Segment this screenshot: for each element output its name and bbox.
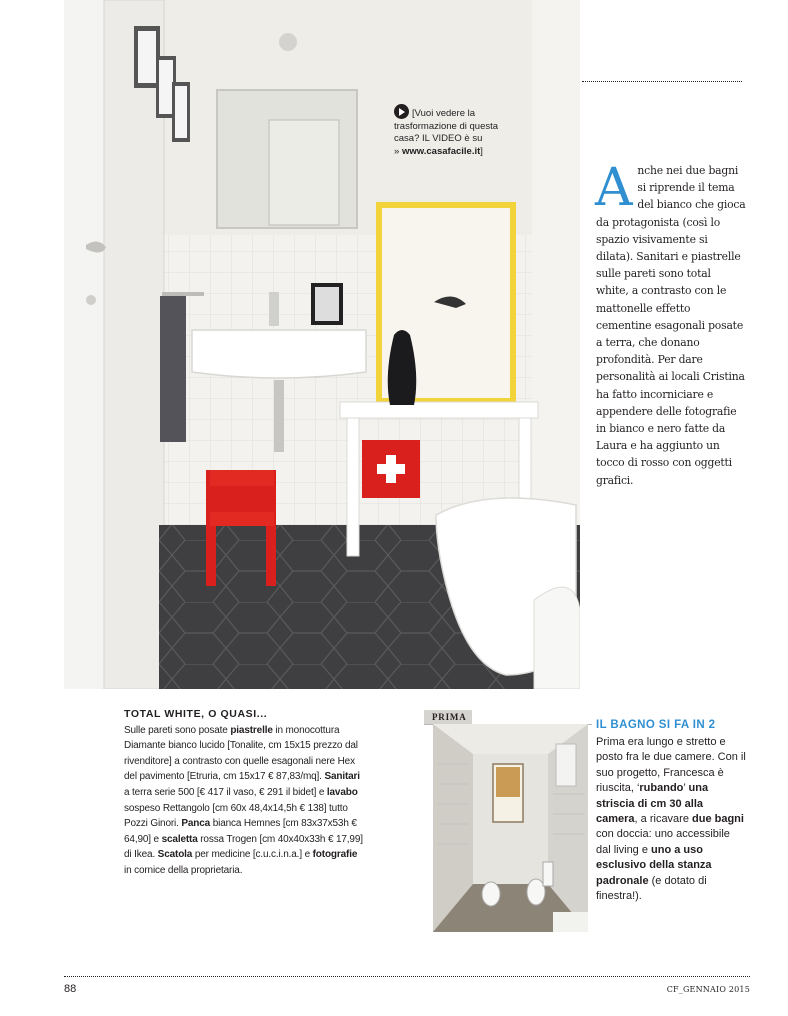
before-text-bold: due bagni: [692, 813, 744, 826]
article-text: nche nei due bagni si riprende il tema del bianco che gioca da protagonista (così lo spazio visivamente si dilata). Sanitari e piastrelle sulle pareti sono total white, a contrasto con le mattonelle effetto cementine esagonali posate a terra, che donano profondità. Per dare personalità ai locali Cristina ha fatto incorniciare e appendere delle fotografie in bianco e nero fatte da Laura e ha aggiunto un tocco di rosso con oggetti grafici.: [596, 164, 746, 487]
video-callout-line3: casa? IL VIDEO è su: [394, 133, 483, 144]
before-text: [596, 735, 746, 904]
caption-text: in cornice della proprietaria.: [124, 864, 243, 876]
before-text-part: con doccia: uno accessibile dal living e: [596, 828, 730, 856]
before-text-part: (e dotato di finestra!).: [596, 874, 707, 903]
footer-divider: [64, 976, 750, 977]
caption-text: sospeso Rettangolo [cm 60x 48,4x14,5h € 138] tutto Pozzi Ginori.: [124, 802, 348, 830]
video-callout-suffix: ]: [480, 145, 483, 157]
video-callout-line2: trasformazione di questa: [394, 120, 499, 132]
caption-bold: Scatola: [157, 849, 193, 861]
play-icon[interactable]: [394, 104, 409, 119]
caption-bold: lavabo: [326, 786, 358, 798]
before-text-bold: rubando: [639, 782, 684, 795]
drop-cap: A: [595, 158, 633, 218]
caption-text: a terra serie 500 [€ 417 il vaso, € 291 il bidet] e: [124, 786, 327, 798]
caption-title: TOTAL WHITE, O QUASI...: [124, 708, 268, 720]
before-photo: [433, 724, 588, 932]
video-callout: [394, 104, 554, 158]
caption-bold: piastrelle: [230, 724, 273, 736]
before-text-part: , a ricavare: [634, 813, 693, 826]
before-title: IL BAGNO SI FA IN 2: [596, 719, 716, 731]
caption-text: per medicine [c.u.c.i.n.a.] e: [192, 849, 313, 861]
caption-text: Sulle pareti sono posate: [124, 724, 231, 736]
article-body: [595, 158, 746, 489]
before-text-bold: una striscia di cm 30 alla camera: [596, 782, 709, 826]
before-tag: PRIMA: [424, 710, 472, 724]
caption-text: bianca Hemnes [cm 83x37x53h € 64,90] e: [124, 818, 357, 845]
magazine-issue: CF_GENNAIO 2015: [666, 985, 750, 994]
video-callout-line1: [Vuoi vedere la: [412, 108, 476, 119]
video-callout-prefix: »: [394, 145, 402, 157]
page-number: 88: [64, 983, 77, 995]
product-caption: [124, 707, 364, 879]
video-url-link[interactable]: www.casafacile.it: [401, 145, 481, 157]
before-text-part: ’: [683, 782, 689, 795]
caption-bold: fotografie: [312, 849, 358, 861]
before-text-bold: uno a uso esclusivo della stanza padronale: [596, 843, 712, 887]
top-right-divider: [582, 81, 742, 82]
caption-bold: scaletta: [161, 833, 198, 845]
caption-bold: Panca: [181, 818, 211, 830]
before-text-part: Prima era lungo e stretto e posto fra le due camere. Con il suo progetto, Francesca è riuscita, ‘: [596, 736, 746, 795]
caption-text: rossa Trogen [cm 40x40x33h € 17,99] di Ikea.: [124, 833, 363, 861]
caption-text: in monocottura Diamante bianco lucido [Tonalite, cm 15x15 prezzo dal rivenditore] a contrasto con quelle esagonali nere Hex del pavimento [Etruria, cm 15x17 € 87,83/mq].: [124, 724, 358, 783]
before-section: [424, 710, 588, 935]
caption-bold: Sanitari: [324, 771, 360, 783]
